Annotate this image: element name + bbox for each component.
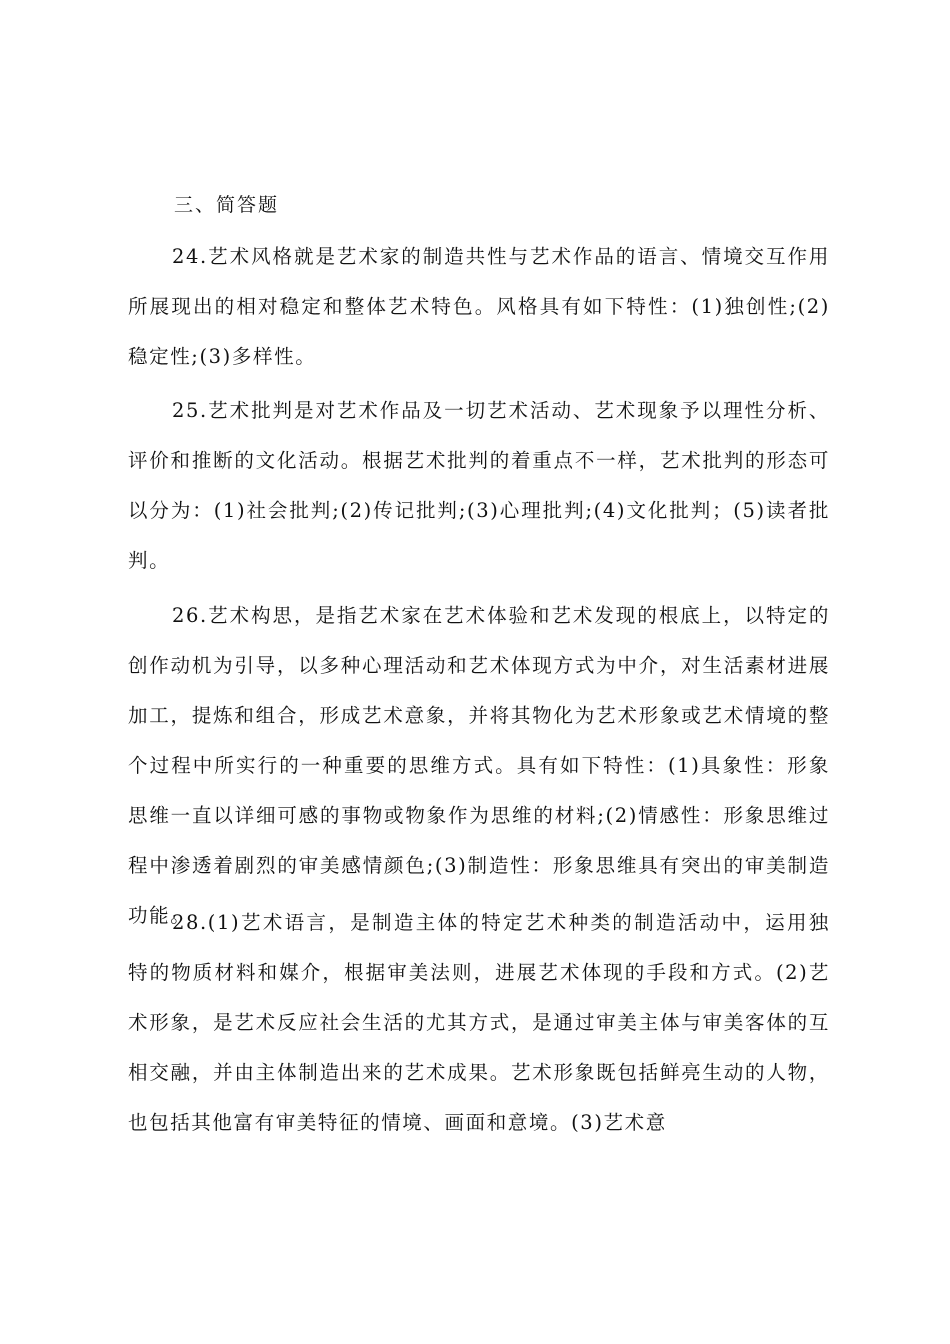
answer-paragraph-24: 24.艺术风格就是艺术家的制造共性与艺术作品的语言、情境交互作用所展现出的相对稳定和整体艺术特色。风格具有如下特性：(1)独创性;(2)稳定性;(3)多样性。 — [128, 245, 830, 368]
answer-paragraph-26: 26.艺术构思，是指艺术家在艺术体验和艺术发现的根底上，以特定的创作动机为引导，以多种心理活动和艺术体现方式为中介，对生活素材进展加工，提炼和组合，形成艺术意象，并将其物化为艺术形象或艺术情境的整个过程中所实行的一种重要的思维方式。具有如下特性：(1)具象性：形象思维一直以详细可感的事物或物象作为思维的材料;(2)情感性：形象思维过程中渗透着剧烈的审美感情颜色;(3)制造性：形象思维具有突出的审美制造功能。 — [128, 604, 830, 927]
answer-paragraph-25: 25.艺术批判是对艺术作品及一切艺术活动、艺术现象予以理性分析、评价和推断的文化活动。根据艺术批判的着重点不一样，艺术批判的形态可以分为：(1)社会批判;(2)传记批判;(3)心理批判;(4)文化批判；(5)读者批判。 — [128, 399, 830, 572]
section-heading: 三、简答题 — [174, 194, 280, 216]
answer-paragraph-28: 28.(1)艺术语言，是制造主体的特定艺术种类的制造活动中，运用独特的物质材料和媒介，根据审美法则，进展艺术体现的手段和方式。(2)艺术形象，是艺术反应社会生活的尤其方式，是通过审美主体与审美客体的互相交融，并由主体制造出来的艺术成果。艺术形象既包括鲜亮生动的人物，也包括其他富有审美特征的情境、画面和意境。(3)艺术意 — [128, 911, 830, 1134]
